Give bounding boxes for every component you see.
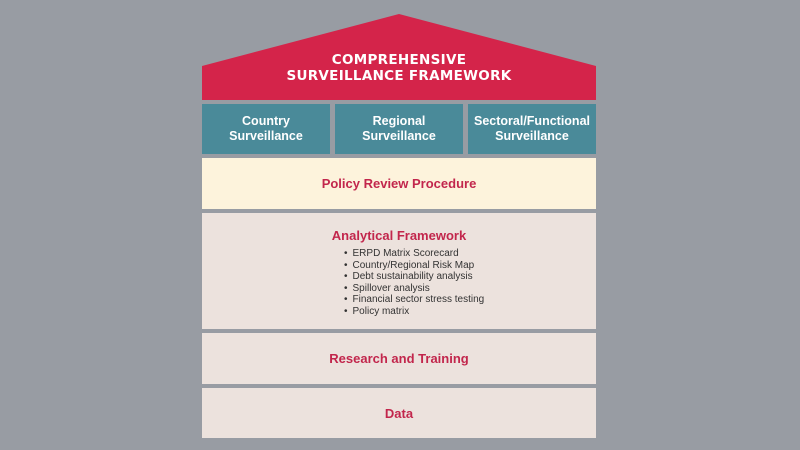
research-training-band bbox=[202, 333, 596, 384]
pillar-label-line1: Regional bbox=[372, 114, 426, 128]
analytical-framework-list bbox=[344, 248, 484, 318]
roof bbox=[202, 14, 596, 100]
list-item: • ERPD Matrix Scorecard bbox=[344, 248, 484, 260]
roof-title-line1: COMPREHENSIVE bbox=[331, 52, 467, 68]
pillar-country-surveillance bbox=[202, 104, 330, 154]
policy-review-label: Policy Review Procedure bbox=[321, 176, 477, 191]
data-label: Data bbox=[384, 405, 414, 421]
pillar-label-line1: Sectoral/Functional bbox=[474, 114, 590, 128]
pillar-regional-surveillance bbox=[335, 104, 463, 154]
pillar-label-line2: Surveillance bbox=[362, 129, 436, 143]
list-item: • Country/Regional Risk Map bbox=[344, 260, 484, 272]
list-item: • Debt sustainability analysis bbox=[344, 271, 484, 283]
policy-review-band bbox=[202, 158, 596, 209]
pillar-sectoral-functional-surveillance bbox=[468, 104, 596, 154]
roof-title bbox=[202, 52, 596, 84]
pillar-label-line2: Surveillance bbox=[495, 129, 569, 143]
pillar-label-line2: Surveillance bbox=[229, 129, 303, 143]
analytical-framework-heading: Analytical Framework bbox=[331, 228, 467, 243]
research-training-label: Research and Training bbox=[329, 351, 469, 366]
list-item: • Policy matrix bbox=[344, 306, 484, 318]
data-band bbox=[202, 388, 596, 438]
roof-title-line2: SURVEILLANCE FRAMEWORK bbox=[286, 68, 512, 84]
list-item: • Spillover analysis bbox=[344, 283, 484, 295]
list-item: • Financial sector stress testing bbox=[344, 294, 484, 306]
analytical-framework-band bbox=[202, 213, 596, 329]
pillar-label-line1: Country bbox=[242, 114, 290, 128]
